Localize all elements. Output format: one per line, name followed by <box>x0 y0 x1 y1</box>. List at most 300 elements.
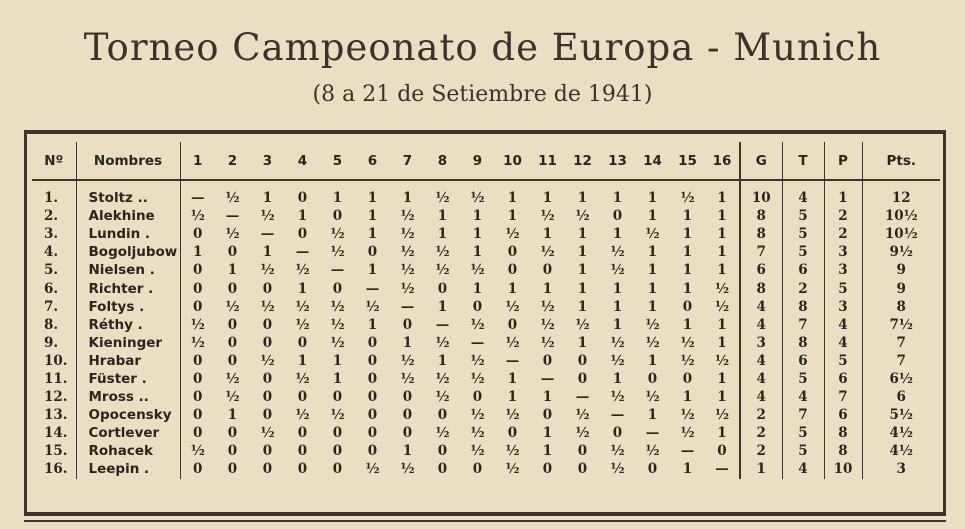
result-cell: 1 <box>682 244 693 261</box>
draws-cell: 8 <box>782 298 824 316</box>
losses-cell: 7 <box>824 388 862 406</box>
wins-cell: 2 <box>740 442 782 460</box>
result-cell: 0 <box>367 407 378 424</box>
result-cell: — <box>435 316 450 333</box>
result-cell: 1 <box>612 190 623 207</box>
result-cell: ½ <box>540 334 555 351</box>
result-cell: 0 <box>682 370 693 387</box>
result-cell: 1 <box>367 190 378 207</box>
result-cell: 0 <box>402 389 413 406</box>
result-cell: 1 <box>717 262 727 279</box>
result-cell: 0 <box>262 280 273 297</box>
row-number: 8. <box>44 316 59 333</box>
result-cell: 0 <box>262 443 273 460</box>
result-cell: ½ <box>575 407 590 424</box>
result-cell: 0 <box>180 298 215 316</box>
result-cell: 1 <box>682 316 693 333</box>
result-cell: ½ <box>365 461 380 478</box>
row-number: 4. <box>44 244 59 261</box>
result-cell: 1 <box>367 226 378 243</box>
row-number: 11. <box>44 370 68 387</box>
player-name: Rohacek <box>76 442 180 460</box>
result-cell: 1 <box>577 280 588 297</box>
result-cell: 0 <box>507 316 518 333</box>
result-cell: 1 <box>227 262 238 279</box>
result-cell: ½ <box>180 316 215 334</box>
wins-cell: 8 <box>740 279 782 297</box>
result-cell: 1 <box>437 298 448 315</box>
result-cell: 0 <box>262 370 273 387</box>
result-cell: ½ <box>680 352 695 369</box>
result-cell: 0 <box>507 425 518 442</box>
player-name: Richter . <box>76 279 180 297</box>
player-name: Hrabar <box>76 352 180 370</box>
result-cell: ½ <box>680 334 695 351</box>
result-cell: ½ <box>365 298 380 315</box>
result-cell: 1 <box>682 461 693 478</box>
result-cell: 0 <box>297 461 308 478</box>
header-cell: 8 <box>425 142 460 180</box>
result-cell: 0 <box>262 407 273 424</box>
result-cell: 0 <box>297 425 308 442</box>
table-row <box>32 352 940 370</box>
result-cell: ½ <box>295 262 310 279</box>
result-cell: 1 <box>402 334 413 351</box>
result-cell: 0 <box>507 244 518 261</box>
result-cell: ½ <box>645 389 660 406</box>
result-cell: 1 <box>717 389 727 406</box>
result-cell: ½ <box>435 262 450 279</box>
points-cell: 8 <box>862 298 940 316</box>
result-cell: ½ <box>645 443 660 460</box>
player-name: Leepin . <box>76 460 180 478</box>
wins-cell: 2 <box>740 406 782 424</box>
result-cell: 0 <box>682 298 693 315</box>
result-cell: ½ <box>260 298 275 315</box>
result-cell: ½ <box>225 389 240 406</box>
result-cell: 1 <box>647 298 658 315</box>
result-cell: ½ <box>435 334 450 351</box>
result-cell: 0 <box>180 424 215 442</box>
header-cell: 11 <box>530 142 565 180</box>
result-cell: 0 <box>227 280 238 297</box>
row-number: 15. <box>44 443 68 460</box>
header-cell: 1 <box>180 142 215 180</box>
losses-cell: 4 <box>824 334 862 352</box>
result-cell: 1 <box>717 370 727 387</box>
wins-cell: 8 <box>740 225 782 243</box>
losses-cell: 2 <box>824 207 862 225</box>
result-cell: 0 <box>647 461 658 478</box>
result-cell: 0 <box>227 443 238 460</box>
player-name: Cortlever <box>76 424 180 442</box>
result-cell: ½ <box>225 226 240 243</box>
result-cell: 1 <box>472 244 483 261</box>
result-cell: 1 <box>717 226 727 243</box>
result-cell: 1 <box>682 262 693 279</box>
result-cell: 1 <box>612 226 623 243</box>
draws-cell: 7 <box>782 316 824 334</box>
points-cell: 10½ <box>862 225 940 243</box>
result-cell: 1 <box>542 389 553 406</box>
result-cell: 0 <box>180 370 215 388</box>
losses-cell: 2 <box>824 225 862 243</box>
result-cell: 1 <box>507 208 518 225</box>
table-row <box>32 279 940 297</box>
points-cell: 7½ <box>862 316 940 334</box>
table-row <box>32 460 940 478</box>
result-cell: 0 <box>297 190 308 207</box>
player-name: Foltys . <box>76 298 180 316</box>
row-number: 16. <box>44 461 68 478</box>
result-cell: ½ <box>295 370 310 387</box>
result-cell: ½ <box>435 370 450 387</box>
header-cell: P <box>824 142 862 180</box>
result-cell: 1 <box>367 316 378 333</box>
result-cell: ½ <box>180 207 215 225</box>
result-cell: 0 <box>332 461 343 478</box>
result-cell: 1 <box>262 244 273 261</box>
result-cell: 0 <box>262 316 273 333</box>
result-cell: 0 <box>227 244 238 261</box>
result-cell: 0 <box>332 389 343 406</box>
result-cell: ½ <box>295 407 310 424</box>
points-cell: 10½ <box>862 207 940 225</box>
result-cell: — <box>680 443 695 460</box>
losses-cell: 6 <box>824 406 862 424</box>
result-cell: 1 <box>297 352 308 369</box>
result-cell: 0 <box>227 316 238 333</box>
result-cell: ½ <box>180 442 215 460</box>
result-cell: 1 <box>437 208 448 225</box>
wins-cell: 4 <box>740 352 782 370</box>
table-row <box>32 207 940 225</box>
table-row <box>32 406 940 424</box>
player-name: Nielsen . <box>76 261 180 279</box>
result-cell: 1 <box>542 190 553 207</box>
wins-cell: 10 <box>740 180 782 207</box>
draws-cell: 5 <box>782 370 824 388</box>
result-cell: ½ <box>645 334 660 351</box>
draws-cell: 5 <box>782 207 824 225</box>
result-cell: ½ <box>295 298 310 315</box>
result-cell: 0 <box>332 425 343 442</box>
result-cell: ½ <box>435 425 450 442</box>
result-cell: ½ <box>400 226 415 243</box>
result-cell: ½ <box>470 425 485 442</box>
result-cell: 1 <box>402 443 413 460</box>
result-cell: 0 <box>180 279 215 297</box>
result-cell: ½ <box>610 389 625 406</box>
crosstable <box>32 142 940 479</box>
result-cell: 1 <box>542 443 553 460</box>
player-name: Kieninger <box>76 334 180 352</box>
losses-cell: 3 <box>824 298 862 316</box>
wins-cell: 2 <box>740 424 782 442</box>
result-cell: 0 <box>262 461 273 478</box>
draws-cell: 7 <box>782 406 824 424</box>
result-cell: ½ <box>260 208 275 225</box>
result-cell: ½ <box>610 461 625 478</box>
result-cell: 1 <box>717 244 727 261</box>
result-cell: ½ <box>225 370 240 387</box>
result-cell: 0 <box>262 389 273 406</box>
result-cell: ½ <box>610 262 625 279</box>
result-cell: — <box>715 461 729 478</box>
losses-cell: 3 <box>824 261 862 279</box>
result-cell: 0 <box>437 461 448 478</box>
result-cell: ½ <box>295 316 310 333</box>
losses-cell: 10 <box>824 460 862 478</box>
result-cell: 1 <box>717 190 727 207</box>
wins-cell: 4 <box>740 370 782 388</box>
result-cell: ½ <box>610 443 625 460</box>
result-cell: 1 <box>612 370 623 387</box>
result-cell: ½ <box>645 316 660 333</box>
result-cell: ½ <box>400 461 415 478</box>
result-cell: 0 <box>297 389 308 406</box>
result-cell: — <box>610 407 625 424</box>
result-cell: — <box>470 334 485 351</box>
result-cell: ½ <box>575 425 590 442</box>
result-cell: 0 <box>367 389 378 406</box>
result-cell: ½ <box>610 352 625 369</box>
result-cell: 0 <box>402 425 413 442</box>
points-cell: 9½ <box>862 243 940 261</box>
result-cell: ½ <box>470 370 485 387</box>
result-cell: 1 <box>437 226 448 243</box>
result-cell: — <box>295 244 310 261</box>
losses-cell: 8 <box>824 424 862 442</box>
result-cell: ½ <box>260 262 275 279</box>
result-cell: ½ <box>540 244 555 261</box>
result-cell: 1 <box>647 244 658 261</box>
result-cell: 1 <box>472 208 483 225</box>
player-name: Alekhine <box>76 207 180 225</box>
points-cell: 5½ <box>862 406 940 424</box>
result-cell: ½ <box>680 425 695 442</box>
result-cell: 1 <box>542 226 553 243</box>
result-cell: 0 <box>472 461 483 478</box>
table-row <box>32 243 940 261</box>
row-number: 1. <box>44 190 59 207</box>
player-name: Füster . <box>76 370 180 388</box>
result-cell: 1 <box>577 190 588 207</box>
result-cell: 0 <box>402 316 413 333</box>
result-cell: — <box>225 208 240 225</box>
header-row <box>32 142 940 180</box>
result-cell: 1 <box>682 280 693 297</box>
result-cell: — <box>575 389 590 406</box>
result-cell: ½ <box>435 190 450 207</box>
header-cell: 6 <box>355 142 390 180</box>
row-number: 10. <box>44 352 68 369</box>
result-cell: 1 <box>437 352 448 369</box>
row-number: 13. <box>44 407 68 424</box>
draws-cell: 5 <box>782 442 824 460</box>
table-row <box>32 180 940 207</box>
draws-cell: 2 <box>782 279 824 297</box>
player-name: Stoltz .. <box>76 180 180 207</box>
wins-cell: 1 <box>740 460 782 478</box>
table-row <box>32 442 940 460</box>
result-cell: 1 <box>717 334 727 351</box>
result-cell: 1 <box>577 334 588 351</box>
table-row <box>32 388 940 406</box>
result-cell: 0 <box>332 280 343 297</box>
points-cell: 4½ <box>862 424 940 442</box>
result-cell: 0 <box>402 407 413 424</box>
result-cell: ½ <box>435 389 450 406</box>
header-cell: 5 <box>320 142 355 180</box>
result-cell: 1 <box>297 208 308 225</box>
header-cell: Pts. <box>862 142 940 180</box>
result-cell: 0 <box>297 334 308 351</box>
result-cell: 1 <box>647 262 658 279</box>
result-cell: 1 <box>577 262 588 279</box>
result-cell: ½ <box>714 407 730 424</box>
header-cell: T <box>782 142 824 180</box>
header-cell: 13 <box>600 142 635 180</box>
result-cell: 1 <box>647 208 658 225</box>
points-cell: 7 <box>862 334 940 352</box>
table-row <box>32 334 940 352</box>
draws-cell: 6 <box>782 261 824 279</box>
draws-cell: 5 <box>782 243 824 261</box>
result-cell: ½ <box>330 244 345 261</box>
result-cell: 0 <box>367 352 378 369</box>
row-number: 6. <box>44 280 59 297</box>
wins-cell: 7 <box>740 243 782 261</box>
result-cell: ½ <box>610 244 625 261</box>
row-number: 3. <box>44 226 59 243</box>
losses-cell: 1 <box>824 180 862 207</box>
header-cell: 10 <box>495 142 530 180</box>
result-cell: 1 <box>682 389 693 406</box>
result-cell: 0 <box>367 244 378 261</box>
points-cell: 3 <box>862 460 940 478</box>
player-name: Mross .. <box>76 388 180 406</box>
header-cell: 15 <box>670 142 705 180</box>
result-cell: ½ <box>540 208 555 225</box>
result-cell: 0 <box>367 443 378 460</box>
result-cell: ½ <box>505 407 520 424</box>
result-cell: 0 <box>647 370 658 387</box>
result-cell: 1 <box>577 244 588 261</box>
result-cell: 1 <box>717 425 727 442</box>
result-cell: ½ <box>610 334 625 351</box>
header-cell: 16 <box>705 142 740 180</box>
header-cell: G <box>740 142 782 180</box>
result-cell: ½ <box>260 425 275 442</box>
result-cell: ½ <box>400 370 415 387</box>
result-cell: 0 <box>437 280 448 297</box>
player-name: Opocensky <box>76 406 180 424</box>
result-cell: 0 <box>180 406 215 424</box>
header-cell: 9 <box>460 142 495 180</box>
result-cell: 1 <box>332 352 343 369</box>
result-cell: 0 <box>180 352 215 370</box>
result-cell: 1 <box>297 280 308 297</box>
wins-cell: 8 <box>740 207 782 225</box>
points-cell: 7 <box>862 352 940 370</box>
result-cell: ½ <box>680 190 695 207</box>
result-cell: 1 <box>180 243 215 261</box>
points-cell: 4½ <box>862 442 940 460</box>
player-name: Bogoljubow <box>76 243 180 261</box>
header-cell: 7 <box>390 142 425 180</box>
result-cell: 0 <box>227 425 238 442</box>
table-row <box>32 225 940 243</box>
result-cell: — <box>645 425 660 442</box>
result-cell: ½ <box>470 262 485 279</box>
result-cell: ½ <box>180 334 215 352</box>
result-cell: ½ <box>540 298 555 315</box>
result-cell: 0 <box>227 334 238 351</box>
result-cell: ½ <box>470 352 485 369</box>
result-cell: ½ <box>575 316 590 333</box>
wins-cell: 6 <box>740 261 782 279</box>
row-number: 14. <box>44 425 68 442</box>
result-cell: 1 <box>682 226 693 243</box>
result-cell: 1 <box>612 316 623 333</box>
result-cell: ½ <box>330 407 345 424</box>
result-cell: ½ <box>330 316 345 333</box>
header-cell: 2 <box>215 142 250 180</box>
result-cell: 1 <box>717 208 727 225</box>
result-cell: 1 <box>577 226 588 243</box>
result-cell: 0 <box>577 443 588 460</box>
result-cell: ½ <box>470 443 485 460</box>
result-cell: ½ <box>505 226 520 243</box>
losses-cell: 3 <box>824 243 862 261</box>
result-cell: 1 <box>402 190 413 207</box>
result-cell: 0 <box>180 261 215 279</box>
result-cell: 0 <box>612 208 623 225</box>
points-cell: 6½ <box>862 370 940 388</box>
result-cell: ½ <box>714 298 730 315</box>
result-cell: 0 <box>612 425 623 442</box>
losses-cell: 8 <box>824 442 862 460</box>
result-cell: 0 <box>472 389 483 406</box>
header-cell: 12 <box>565 142 600 180</box>
result-cell: 0 <box>717 443 727 460</box>
result-cell: ½ <box>400 352 415 369</box>
result-cell: 1 <box>332 190 343 207</box>
result-cell: 0 <box>542 407 553 424</box>
result-cell: ½ <box>400 244 415 261</box>
result-cell: 0 <box>180 225 215 243</box>
result-cell: — <box>505 352 520 369</box>
row-number: 12. <box>44 389 68 406</box>
result-cell: — <box>365 280 380 297</box>
result-cell: 0 <box>367 334 378 351</box>
result-cell: ½ <box>540 316 555 333</box>
wins-cell: 3 <box>740 334 782 352</box>
result-cell: ½ <box>330 334 345 351</box>
result-cell: ½ <box>505 334 520 351</box>
table-row <box>32 370 940 388</box>
result-cell: ½ <box>435 244 450 261</box>
wins-cell: 4 <box>740 316 782 334</box>
result-cell: 0 <box>332 443 343 460</box>
result-cell: 0 <box>472 298 483 315</box>
result-cell: 0 <box>297 443 308 460</box>
page-title: Torneo Campeonato de Europa - Munich <box>83 26 882 69</box>
header-cell: Nombres <box>76 142 180 180</box>
table-body <box>32 180 940 479</box>
result-cell: 1 <box>612 298 623 315</box>
